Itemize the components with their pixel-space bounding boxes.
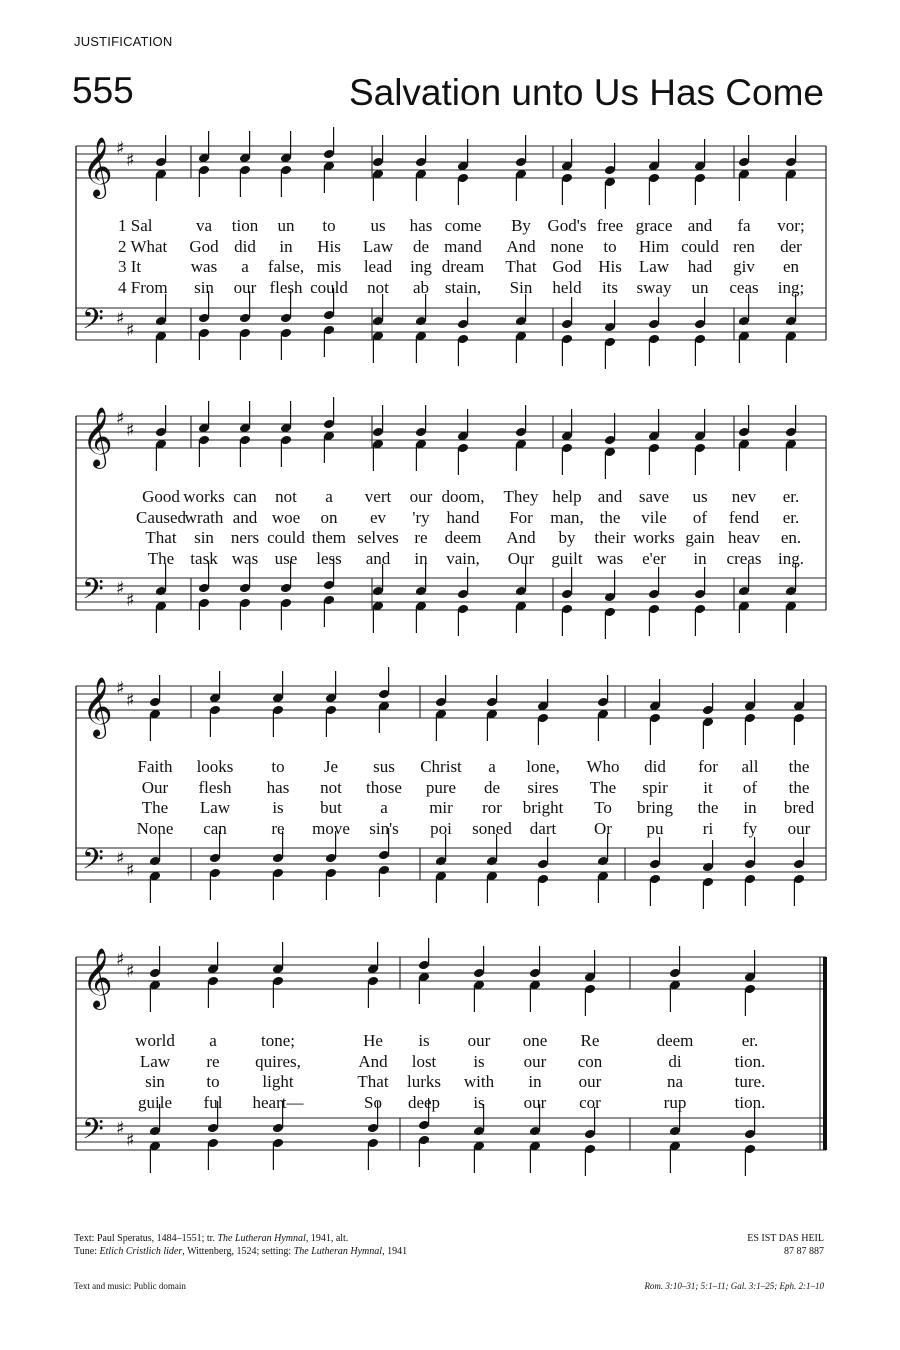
lyric-syllable: Law: [638, 257, 670, 276]
lyric-syllable: by: [558, 528, 576, 547]
lyric-syllable: with: [463, 1072, 495, 1091]
lyric-syllable: them: [312, 528, 346, 547]
lyric-syllable: And: [506, 528, 536, 547]
lyric-syllable: creas: [726, 548, 762, 568]
lyric-syllable: 2 What: [118, 236, 168, 256]
lyric-syllable: light: [262, 1072, 294, 1091]
lyric-syllable: and: [365, 548, 391, 568]
lyric-syllable: er.: [741, 1031, 759, 1050]
lyric-syllable: der: [780, 236, 802, 256]
lyric-syllable: save: [638, 487, 670, 506]
lyric-syllable: held: [552, 277, 582, 297]
lyric-syllable: er.: [782, 507, 800, 527]
lyric-syllable: tion.: [734, 1051, 766, 1071]
lyric-syllable: stain,: [444, 277, 482, 297]
bass-clef-icon: 𝄢: [82, 303, 104, 343]
lyric-syllable: our: [523, 1051, 547, 1071]
lyric-line: [0, 487, 900, 507]
treble-clef-icon: 𝄞: [82, 137, 113, 197]
lyric-syllable: mand: [444, 236, 482, 256]
lyric-line: [0, 278, 900, 298]
lyric-syllable: on: [320, 507, 338, 527]
lyric-syllable: could: [310, 277, 348, 297]
lyric-syllable: move: [312, 818, 350, 838]
lyric-syllable: Our: [141, 777, 169, 797]
lyric-syllable: giv: [733, 257, 755, 276]
lyric-syllable: the: [788, 777, 810, 797]
bass-clef-icon: 𝄢: [82, 843, 104, 883]
lyric-syllable: nev: [731, 487, 757, 506]
treble-clef-icon: 𝄞: [82, 677, 113, 737]
lyric-syllable: our: [787, 818, 811, 838]
lyric-syllable: and: [597, 487, 623, 506]
credits-right: [747, 1232, 824, 1258]
lyric-syllable: tone;: [261, 1031, 295, 1050]
lyric-syllable: world: [135, 1031, 175, 1050]
treble-clef-icon: 𝄞: [82, 948, 113, 1008]
lyric-syllable: flesh: [198, 777, 232, 797]
lyric-syllable: to: [603, 236, 617, 256]
lyric-syllable: By: [511, 216, 531, 235]
lyric-syllable: That: [357, 1072, 389, 1091]
lyric-syllable: dart: [529, 818, 557, 838]
lyric-syllable: None: [136, 818, 174, 838]
lyric-syllable: That: [505, 257, 537, 276]
lyric-syllable: poi: [430, 818, 452, 838]
lyric-syllable: had: [687, 257, 713, 276]
lyric-syllable: en.: [780, 528, 802, 547]
lyric-syllable: Good: [142, 487, 180, 506]
lyric-syllable: bright: [522, 798, 564, 817]
lyric-syllable: all: [741, 757, 759, 776]
lyric-syllable: doom,: [441, 487, 485, 506]
lyric-syllable: was: [190, 257, 218, 276]
lyric-syllable: spir: [642, 777, 668, 797]
lyric-syllable: Law: [362, 236, 394, 256]
key-sharp-f-icon: ♯: [116, 138, 125, 159]
lyric-syllable: er.: [782, 487, 800, 506]
lyric-syllable: vile: [641, 507, 667, 527]
lyric-syllable: deem: [444, 528, 482, 547]
lyric-line: [0, 508, 900, 528]
lyric-syllable: could: [681, 236, 719, 256]
lyric-syllable: hand: [446, 507, 480, 527]
key-sharp-c-icon: ♯: [126, 150, 135, 171]
hymn-title: Salvation unto Us Has Come: [348, 72, 824, 113]
lyric-syllable: sway: [636, 277, 672, 297]
lyric-syllable: works: [183, 487, 225, 506]
credits-left: [74, 1232, 407, 1258]
lyric-syllable: sires: [527, 777, 559, 797]
lyric-syllable: our: [467, 1031, 491, 1050]
lyric-syllable: selves: [357, 528, 399, 547]
lyric-syllable: sin: [194, 528, 214, 547]
lyric-syllable: fend: [728, 507, 760, 527]
lyric-syllable: And: [358, 1051, 388, 1071]
lyric-syllable: was: [231, 548, 259, 568]
lyric-syllable: come: [444, 216, 482, 235]
lyric-line: [0, 549, 900, 569]
lyric-line: [0, 819, 900, 839]
lyric-syllable: fy: [742, 818, 758, 838]
lyric-syllable: to: [271, 757, 285, 776]
lyric-syllable: deep: [407, 1092, 441, 1112]
lyric-syllable: God's: [547, 216, 587, 235]
lyric-syllable: Re: [580, 1031, 600, 1050]
lyric-line: [0, 216, 900, 236]
lyric-syllable: not: [320, 777, 342, 797]
lyric-line: [0, 798, 900, 818]
lyric-syllable: To: [594, 798, 612, 817]
key-sharp-f-icon: ♯: [116, 949, 125, 970]
lyric-syllable: tion: [231, 216, 259, 235]
lyric-syllable: heav: [727, 528, 761, 547]
lyric-syllable: sin's: [369, 818, 399, 838]
lyric-line: [0, 237, 900, 257]
lyric-syllable: is: [272, 798, 284, 817]
lyric-syllable: us: [370, 216, 386, 235]
lyric-syllable: of: [692, 507, 708, 527]
lyric-syllable: So: [364, 1092, 382, 1112]
lyric-syllable: in: [528, 1072, 542, 1091]
lyric-syllable: their: [594, 528, 626, 547]
lyric-syllable: help: [552, 487, 582, 506]
hymn-number: 555: [72, 70, 134, 111]
key-sharp-f-icon: ♯: [116, 578, 125, 599]
lyric-syllable: en: [782, 257, 800, 276]
lyric-syllable: tion.: [734, 1092, 766, 1112]
lyric-syllable: For: [509, 507, 533, 527]
lyric-syllable: and: [687, 216, 713, 235]
key-sharp-c-icon: ♯: [126, 860, 135, 881]
lyric-syllable: its: [601, 277, 619, 297]
lyric-syllable: vert: [364, 487, 392, 506]
treble-clef-icon: 𝄞: [82, 407, 113, 467]
tune-name: ES IST DAS HEIL: [747, 1233, 824, 1244]
lyric-syllable: grace: [635, 216, 673, 235]
lyric-syllable: ri: [702, 818, 714, 838]
lyric-line: [0, 257, 900, 277]
lyric-syllable: vain,: [446, 548, 480, 568]
lyric-syllable: ners: [230, 528, 260, 547]
lyric-syllable: free: [596, 216, 624, 235]
lyric-syllable: Or: [594, 818, 612, 838]
key-sharp-c-icon: ♯: [126, 961, 135, 982]
lyric-syllable: looks: [196, 757, 234, 776]
lyric-syllable: ceas: [729, 277, 759, 297]
lyric-line: [0, 778, 900, 798]
key-sharp-f-icon: ♯: [116, 408, 125, 429]
lyric-syllable: did: [644, 757, 666, 776]
lyric-line: [0, 1072, 900, 1092]
lyric-syllable: de: [483, 777, 501, 797]
lyric-syllable: na: [666, 1072, 684, 1091]
lyric-syllable: is: [418, 1031, 430, 1050]
bass-clef-icon: 𝄢: [82, 1113, 104, 1153]
scripture-references: Rom. 3:10–31; 5:1–11; Gal. 3:1–25; Eph. 2:1–10: [644, 1281, 824, 1291]
lyric-syllable: the: [697, 798, 719, 817]
lyric-syllable: those: [366, 777, 402, 797]
lyric-syllable: is: [473, 1051, 485, 1071]
lyric-syllable: can: [203, 818, 227, 838]
lyric-syllable: ing: [410, 257, 432, 276]
lyric-syllable: un: [691, 277, 709, 297]
lyric-syllable: task: [190, 548, 218, 568]
lyric-syllable: flesh: [269, 277, 303, 297]
lyric-syllable: Him: [638, 236, 670, 256]
lyric-syllable: woe: [271, 507, 301, 527]
key-sharp-f-icon: ♯: [116, 678, 125, 699]
lyric-syllable: false,: [267, 257, 305, 276]
lyric-syllable: dream: [441, 257, 485, 276]
lyric-syllable: can: [233, 487, 257, 506]
lyric-syllable: for: [698, 757, 718, 776]
lyric-syllable: de: [412, 236, 430, 256]
lyric-syllable: was: [596, 548, 624, 568]
lyric-syllable: Je: [323, 757, 339, 776]
lyric-syllable: our: [233, 277, 257, 297]
lyric-syllable: guilt: [551, 548, 583, 568]
lyric-syllable: guile: [138, 1092, 172, 1112]
lyric-syllable: works: [633, 528, 675, 547]
lyric-syllable: to: [322, 216, 336, 235]
lyric-syllable: He: [363, 1031, 383, 1050]
lyric-syllable: use: [274, 548, 298, 568]
key-sharp-c-icon: ♯: [126, 320, 135, 341]
lyric-syllable: heart—: [252, 1092, 304, 1112]
lyric-line: [0, 528, 900, 548]
lyric-syllable: sus: [373, 757, 395, 776]
lyric-syllable: 'ry: [412, 507, 430, 527]
copyright: Text and music: Public domain: [74, 1281, 186, 1291]
lyric-syllable: deem: [656, 1031, 694, 1050]
lyric-syllable: bring: [637, 798, 673, 817]
lyric-syllable: ture.: [734, 1072, 766, 1091]
lyric-syllable: could: [267, 528, 305, 547]
lyric-syllable: ing;: [777, 277, 805, 297]
text-credit: Text: Paul Speratus, 1484–1551; tr. The Lutheran Hymnal, 1941, alt.: [74, 1233, 349, 1244]
lyric-syllable: a: [488, 757, 496, 776]
key-sharp-c-icon: ♯: [126, 420, 135, 441]
lyric-syllable: Law: [199, 798, 231, 817]
lyric-syllable: ful: [203, 1092, 223, 1112]
lyric-syllable: sin: [145, 1072, 165, 1091]
lyric-syllable: rup: [663, 1092, 687, 1112]
lyric-syllable: a: [380, 798, 388, 817]
lyric-syllable: And: [506, 236, 536, 256]
lyric-syllable: vor;: [777, 216, 805, 235]
lyric-line: [0, 1093, 900, 1113]
lyric-syllable: e'er: [642, 548, 666, 568]
lyric-syllable: none: [550, 236, 584, 256]
lyric-syllable: Law: [139, 1051, 171, 1071]
lyric-syllable: is: [473, 1092, 485, 1112]
lyric-syllable: God: [552, 257, 582, 276]
lyric-syllable: our: [409, 487, 433, 506]
lyric-syllable: They: [503, 487, 539, 506]
lyric-syllable: in: [414, 548, 428, 568]
lyric-syllable: in: [279, 236, 293, 256]
key-sharp-c-icon: ♯: [126, 690, 135, 711]
lyric-syllable: His: [317, 236, 341, 256]
lyric-syllable: soned: [472, 818, 512, 838]
lyric-syllable: did: [234, 236, 256, 256]
lyric-syllable: quires,: [255, 1051, 301, 1071]
lyric-syllable: our: [523, 1092, 547, 1112]
lyric-syllable: bred: [783, 798, 815, 817]
lyric-syllable: ren: [733, 236, 755, 256]
meter: 87 87 887: [784, 1246, 824, 1257]
lyric-syllable: us: [692, 487, 708, 506]
lyric-syllable: the: [599, 507, 621, 527]
lyric-syllable: ing.: [778, 548, 804, 568]
lyric-syllable: Our: [507, 548, 535, 568]
lyric-syllable: in: [743, 798, 757, 817]
lyric-syllable: fa: [737, 216, 751, 235]
lyric-syllable: to: [206, 1072, 220, 1091]
lyric-syllable: lost: [411, 1051, 437, 1071]
lyric-syllable: lead: [363, 257, 393, 276]
lyric-syllable: con: [577, 1051, 603, 1071]
lyric-line: [0, 1052, 900, 1072]
tune-credit: Tune: Etlich Cristlich lider, Wittenberg, 1524; setting: The Lutheran Hymnal, 1941: [74, 1246, 408, 1257]
lyric-syllable: 1 Sal: [118, 216, 153, 235]
lyric-syllable: pure: [425, 777, 457, 797]
lyric-syllable: has: [409, 216, 433, 235]
lyric-syllable: our: [578, 1072, 602, 1091]
lyric-syllable: pu: [646, 818, 664, 838]
lyric-syllable: The: [147, 548, 175, 568]
lyric-syllable: but: [320, 798, 342, 817]
key-sharp-f-icon: ♯: [116, 308, 125, 329]
lyric-syllable: and: [232, 507, 258, 527]
lyric-syllable: a: [325, 487, 333, 506]
lyric-syllable: Who: [586, 757, 620, 776]
lyric-syllable: 3 It: [118, 257, 142, 276]
lyric-syllable: one: [522, 1031, 548, 1050]
lyric-syllable: Sin: [509, 277, 533, 297]
lyric-syllable: gain: [685, 528, 715, 547]
lyric-syllable: re: [271, 818, 285, 838]
key-sharp-c-icon: ♯: [126, 1130, 135, 1151]
key-sharp-c-icon: ♯: [126, 590, 135, 611]
lyric-syllable: lurks: [407, 1072, 441, 1091]
lyric-syllable: mir: [429, 798, 453, 817]
lyric-syllable: not: [275, 487, 297, 506]
lyric-syllable: in: [693, 548, 707, 568]
key-sharp-f-icon: ♯: [116, 1118, 125, 1139]
lyric-syllable: ev: [369, 507, 387, 527]
lyric-syllable: di: [668, 1051, 682, 1071]
lyric-syllable: re: [414, 528, 428, 547]
lyric-syllable: re: [206, 1051, 220, 1071]
lyric-syllable: ab: [412, 277, 430, 297]
lyric-syllable: a: [241, 257, 249, 276]
lyric-syllable: sin: [194, 277, 214, 297]
lyric-syllable: of: [742, 777, 758, 797]
lyric-syllable: man,: [550, 507, 584, 527]
lyric-syllable: The: [141, 798, 169, 817]
lyric-syllable: Faith: [137, 757, 173, 776]
lyric-syllable: a: [209, 1031, 217, 1050]
lyric-syllable: the: [788, 757, 810, 776]
lyric-syllable: Christ: [420, 757, 462, 776]
lyric-syllable: va: [195, 216, 213, 235]
lyric-syllable: mis: [316, 257, 342, 276]
lyric-syllable: has: [266, 777, 290, 797]
lyric-syllable: not: [367, 277, 389, 297]
lyric-syllable: un: [277, 216, 295, 235]
lyric-syllable: wrath: [184, 507, 224, 527]
lyric-syllable: His: [598, 257, 622, 276]
lyric-line: [0, 757, 900, 777]
bass-clef-icon: 𝄢: [82, 573, 104, 613]
lyric-syllable: God: [189, 236, 219, 256]
lyric-syllable: it: [703, 777, 713, 797]
lyric-syllable: Caused: [135, 507, 187, 527]
lyric-syllable: That: [145, 528, 177, 547]
lyric-syllable: less: [316, 548, 342, 568]
lyric-syllable: The: [589, 777, 617, 797]
lyric-syllable: cor: [579, 1092, 601, 1112]
lyric-line: [0, 1031, 900, 1051]
lyric-syllable: 4 From: [118, 277, 168, 297]
lyric-syllable: ror: [482, 798, 502, 817]
lyric-syllable: lone,: [526, 757, 560, 776]
key-sharp-f-icon: ♯: [116, 848, 125, 869]
section-label: JUSTIFICATION: [74, 34, 173, 49]
